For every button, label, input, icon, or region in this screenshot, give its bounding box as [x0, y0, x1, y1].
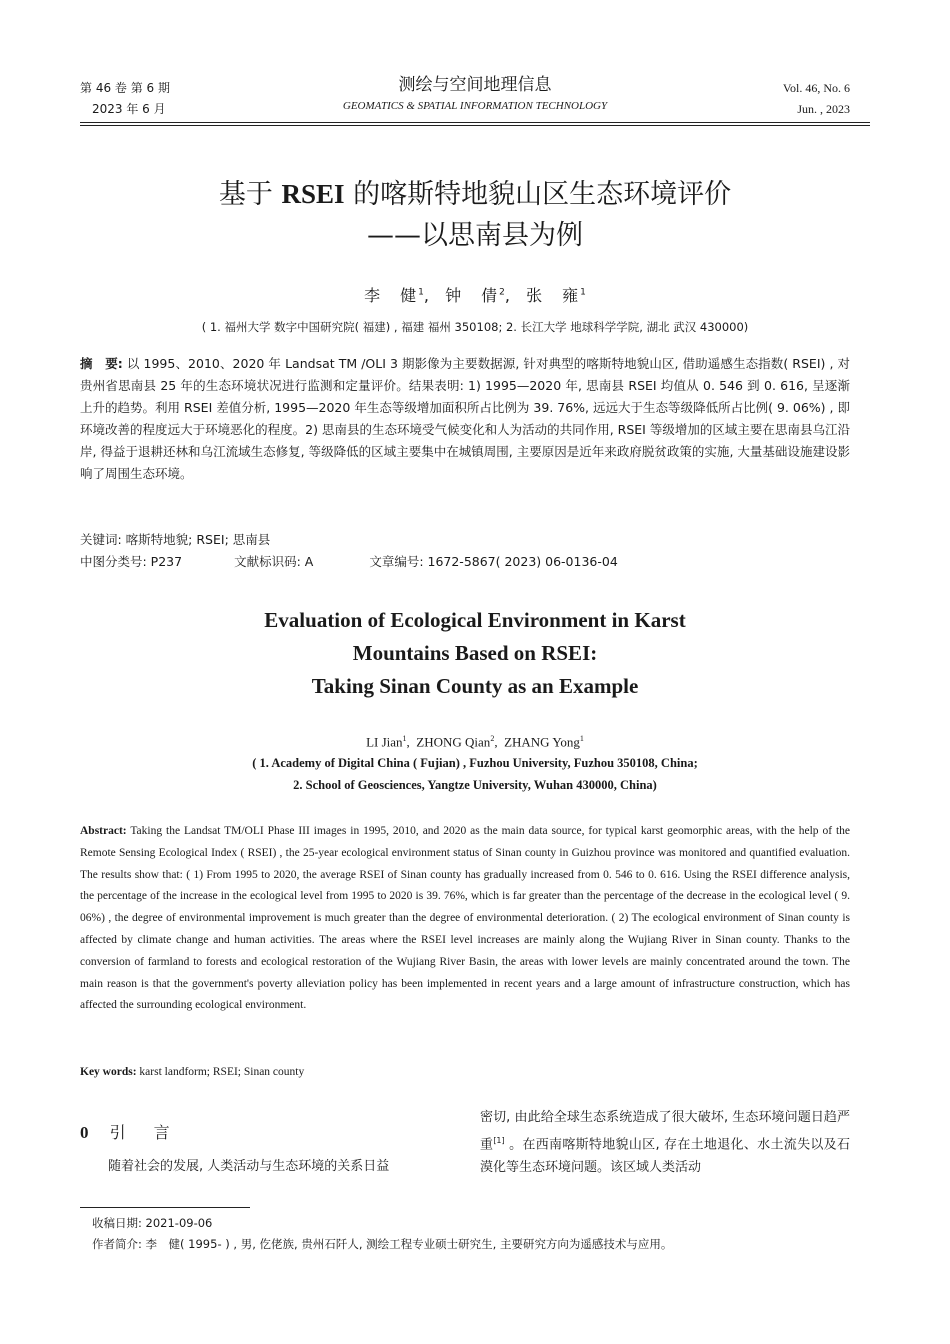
header-rule-bottom [80, 125, 870, 126]
header-rule-top [80, 122, 870, 123]
keywords-cn: 关键词: 喀斯特地貌; RSEI; 思南县 [80, 532, 271, 547]
footnote-rule [80, 1207, 250, 1208]
journal-title-en: GEOMATICS & SPATIAL INFORMATION TECHNOLOGY [342, 100, 608, 112]
classification-line [80, 551, 850, 573]
title-en-line2: Mountains Based on RSEI: [352, 641, 598, 665]
clc-number: 中图分类号: P237 [80, 554, 183, 569]
volume-issue: 第 46 卷 第 6 期 [80, 81, 170, 95]
article-number: 文章编号: 1672-5867( 2023) 06-0136-04 [369, 554, 618, 569]
title-cn-line1: 基于 RSEI 的喀斯特地貌山区生态环境评价 [218, 179, 732, 210]
publication-date: 2023 年 6 月 [92, 102, 166, 116]
body-right-column: 密切, 由此给全球生态系统造成了很大破坏, 生态环境问题日趋严重[1] 。在西南喀斯特地貌山区, 存在土地退化、水土流失以及石漠化等生态环境问题。该区域人类活动 [480, 1110, 850, 1176]
affiliation-en-line1: ( 1. Academy of Digital China ( Fujian) , Fuzhou University, Fuzhou 350108, China; [252, 756, 698, 770]
author-bio: 作者简介: 李 健( 1995- ) , 男, 仡佬族, 贵州石阡人, 测绘工程专业硕士研究生, 主要研究方向为遥感技术与应用。 [92, 1237, 673, 1251]
body-left-column: 随着社会的发展, 人类活动与生态环境的关系日益 [108, 1159, 390, 1174]
affiliation-en-line2: 2. School of Geosciences, Yangtze University, Wuhan 430000, China) [293, 778, 657, 792]
document-code: 文献标识码: A [234, 554, 314, 569]
title-en-line3: Taking Sinan County as an Example [311, 674, 639, 698]
authors-en: LI Jian$^1$, ZHONG Qian$^2$, ZHANG Yong$^1$ [366, 734, 584, 750]
keywords-en: Key words: karst landform; RSEI; Sinan county [80, 1066, 305, 1078]
abstract-en: Abstract: Taking the Landsat TM/OLI Phase III images in 1995, 2010, and 2020 as the main data source, for typical karst geomorphic areas, with the help of the Remote Sensing Ecological Index ( RSEI) , the 25-year ecological environment status of Sinan county in Guizhou province was monitored and quantified evaluation. The results show that: ( 1) From 1995 to 2020, the average RSEI of Sinan county has gradually increased from 0. 546 to 0. 616. Using the RSEI difference analysis, the percentage of the increase in the ecological level from 1995 to 2020 is 39. 76%, which is far greater than the percentage of the decrease in the ecological level ( 9. 06%) , the degree of environmental improvement is much greater than the degree of environmental deterioration. ( 2) The ecological environment of Sinan county is affected by climate change and human activities. The areas where the RSEI level increases are mainly along the Wujiang River in Sinan county. Thanks to the conversion of farmland to forests and ecological restoration of the Wujiang River Basin, the areas with lower levels are mainly concentrated around the town. The main reason is that the government's poverty alleviation policy has been implemented in recent years and a large amount of infrastructure construction, which has affected the surrounding ecological environment. [80, 825, 850, 1012]
section-heading: 0 引 言 [80, 1123, 176, 1142]
title-cn-line2: ——以思南县为例 [367, 220, 583, 251]
volume-en: Vol. 46, No. 6 [782, 81, 850, 95]
authors-cn: 李 健$^1$, 钟 倩$^2$, 张 雍$^1$ [364, 286, 586, 305]
citation-ref: [1] [493, 1136, 505, 1145]
affiliation-cn: ( 1. 福州大学 数字中国研究院( 福建) , 福建 福州 350108; 2. 长江大学 地球科学学院, 湖北 武汉 430000) [201, 320, 749, 334]
abstract-cn: 摘 要: 以 1995、2010、2020 年 Landsat TM /OLI 3 期影像为主要数据源, 针对典型的喀斯特地貌山区, 借助遥感生态指数( RSEI) , 对贵州省思南县 25 年的生态环境状况进行监测和定量评价。结果表明: 1) 1995—2020 年, 思南县 RSEI 均值从 0. 546 到 0. 616, 呈逐渐上升的趋势。利用 RSEI 差值分析, 1995—2020 年生态等级增加面积所占比例为 39. 76%, 远远大于生态等级降低所占比例( 9. 06%) , 即环境改善的程度远大于环境恶化的程度。2) 思南县的生态环境受气候变化和人为活动的共同作用, RSEI 等级增加的区域主要在思南县乌江沿岸, 得益于退耕还林和乌江流域生态修复, 等级降低的区域主要集中在城镇周围, 主要原因是近年来政府脱贫政策的实施, 大量基础设施建设影响了周围生态环境。 [80, 356, 850, 481]
title-en-line1: Evaluation of Ecological Environment in Karst [264, 608, 686, 632]
date-en: Jun. , 2023 [797, 102, 850, 116]
journal-title-cn: 测绘与空间地理信息 [398, 75, 552, 95]
received-date: 收稿日期: 2021-09-06 [92, 1216, 213, 1230]
